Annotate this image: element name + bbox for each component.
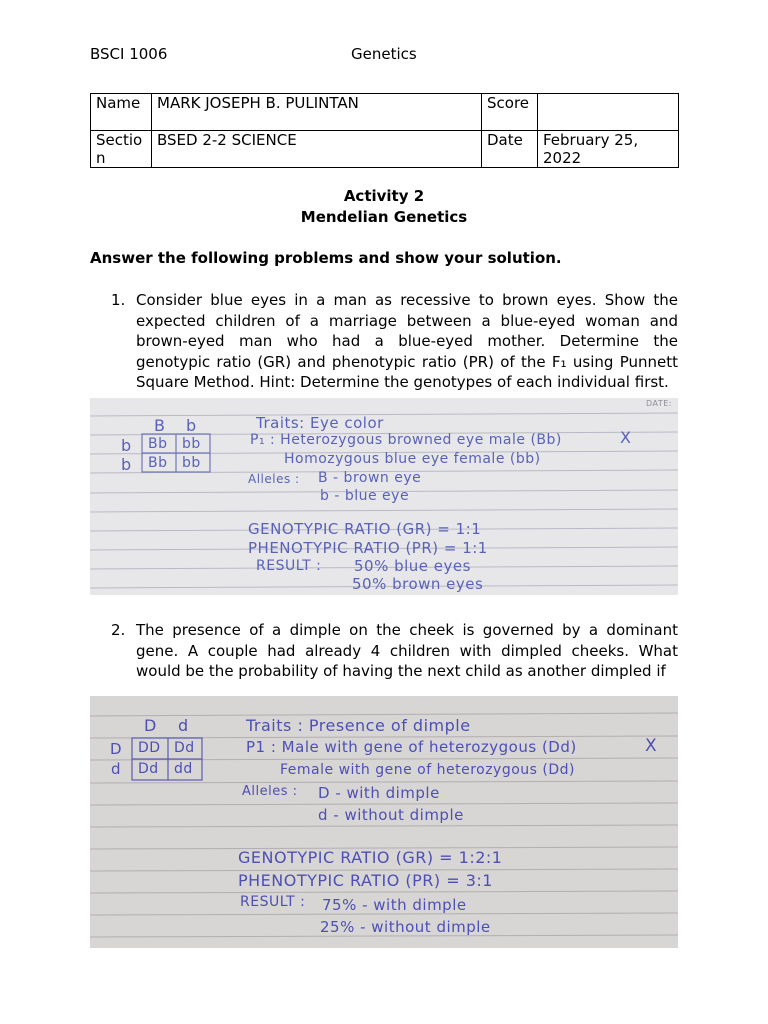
- punnett-cell: Dd: [138, 761, 159, 777]
- section-label: Section: [91, 131, 152, 168]
- activity-title: Activity 2: [343, 187, 425, 205]
- date-corner-label: DATE:: [645, 399, 672, 408]
- question-number: 1.: [111, 291, 126, 309]
- activity-subtitle: Mendelian Genetics: [300, 208, 468, 226]
- alleles-label: Alleles :: [248, 472, 300, 486]
- phenotypic-ratio: PHENOTYPIC RATIO (PR) = 1:1: [248, 539, 488, 557]
- allele-1: B - brown eye: [318, 470, 422, 486]
- traits-line: Traits : Presence of dimple: [246, 716, 471, 735]
- phenotypic-ratio: PHENOTYPIC RATIO (PR) = 3:1: [238, 871, 493, 890]
- course-code: BSCI 1006: [90, 45, 168, 63]
- cross-symbol: X: [620, 428, 632, 447]
- alleles-label: Alleles :: [242, 784, 298, 799]
- instructions: Answer the following problems and show your solution.: [90, 249, 562, 267]
- punnett-top-1: D: [144, 716, 157, 735]
- punnett-top-2: d: [178, 716, 189, 735]
- result-1: 50% blue eyes: [354, 557, 471, 575]
- punnett-cell: DD: [138, 740, 161, 756]
- score-value: [538, 94, 679, 131]
- question-number: 2.: [111, 621, 126, 639]
- parent-line-2: Homozygous blue eye female (bb): [284, 451, 541, 467]
- punnett-cell: Bb: [148, 455, 168, 471]
- result-1: 75% - with dimple: [322, 896, 467, 914]
- subject-title: Genetics: [351, 45, 417, 63]
- punnett-cell: Bb: [148, 436, 168, 452]
- answer-photo-1: [90, 398, 678, 595]
- date-label: Date: [482, 131, 538, 168]
- allele-1: D - with dimple: [318, 784, 440, 802]
- parent-line-2: Female with gene of heterozygous (Dd): [280, 762, 575, 778]
- allele-2: d - without dimple: [318, 806, 464, 824]
- question-text: The presence of a dimple on the cheek is governed by a dominant gene. A couple had already 4 children with dimpled cheeks. What would be the probability of having the next child as another dimpled if: [136, 621, 678, 681]
- result-label: RESULT :: [256, 558, 322, 574]
- allele-2: b - blue eye: [320, 488, 410, 504]
- punnett-side-1: b: [121, 436, 132, 455]
- student-info-table: [90, 93, 679, 168]
- score-label: Score: [482, 94, 538, 131]
- punnett-cell: Dd: [174, 740, 195, 756]
- punnett-side-2: b: [121, 455, 132, 474]
- traits-line: Traits: Eye color: [256, 414, 384, 432]
- punnett-top-2: b: [186, 416, 197, 435]
- parent-line-1: P1 : Male with gene of heterozygous (Dd): [246, 738, 577, 756]
- punnett-side-1: D: [110, 740, 123, 758]
- name-value: MARK JOSEPH B. PULINTAN: [152, 94, 482, 131]
- punnett-side-2: d: [111, 760, 122, 778]
- result-2: 50% brown eyes: [352, 575, 484, 593]
- cross-symbol: X: [645, 736, 658, 756]
- punnett-cell: dd: [174, 761, 193, 777]
- result-2: 25% - without dimple: [320, 918, 491, 936]
- question-1: [90, 290, 678, 393]
- date-value: February 25, 2022: [538, 131, 679, 168]
- section-value: BSED 2-2 SCIENCE: [152, 131, 482, 168]
- question-2: [90, 620, 678, 682]
- parent-line-1: P₁ : Heterozygous browned eye male (Bb): [250, 432, 562, 448]
- punnett-cell: bb: [182, 455, 201, 471]
- result-label: RESULT :: [240, 894, 306, 910]
- genotypic-ratio: GENOTYPIC RATIO (GR) = 1:2:1: [238, 848, 503, 867]
- name-label: Name: [91, 94, 152, 131]
- punnett-cell: bb: [182, 436, 201, 452]
- genotypic-ratio: GENOTYPIC RATIO (GR) = 1:1: [248, 520, 482, 538]
- punnett-top-1: B: [154, 416, 166, 435]
- answer-photo-2: [90, 696, 678, 948]
- question-text: Consider blue eyes in a man as recessive to brown eyes. Show the expected children of a marriage between a blue-eyed woman and brown-eyed man who had a blue-eyed mother. Determine the genotypic ratio (GR) and phenotypic ratio (PR) of the F₁ using Punnett Square Method. Hint: Determine the genotypes of each individual first.: [136, 291, 678, 392]
